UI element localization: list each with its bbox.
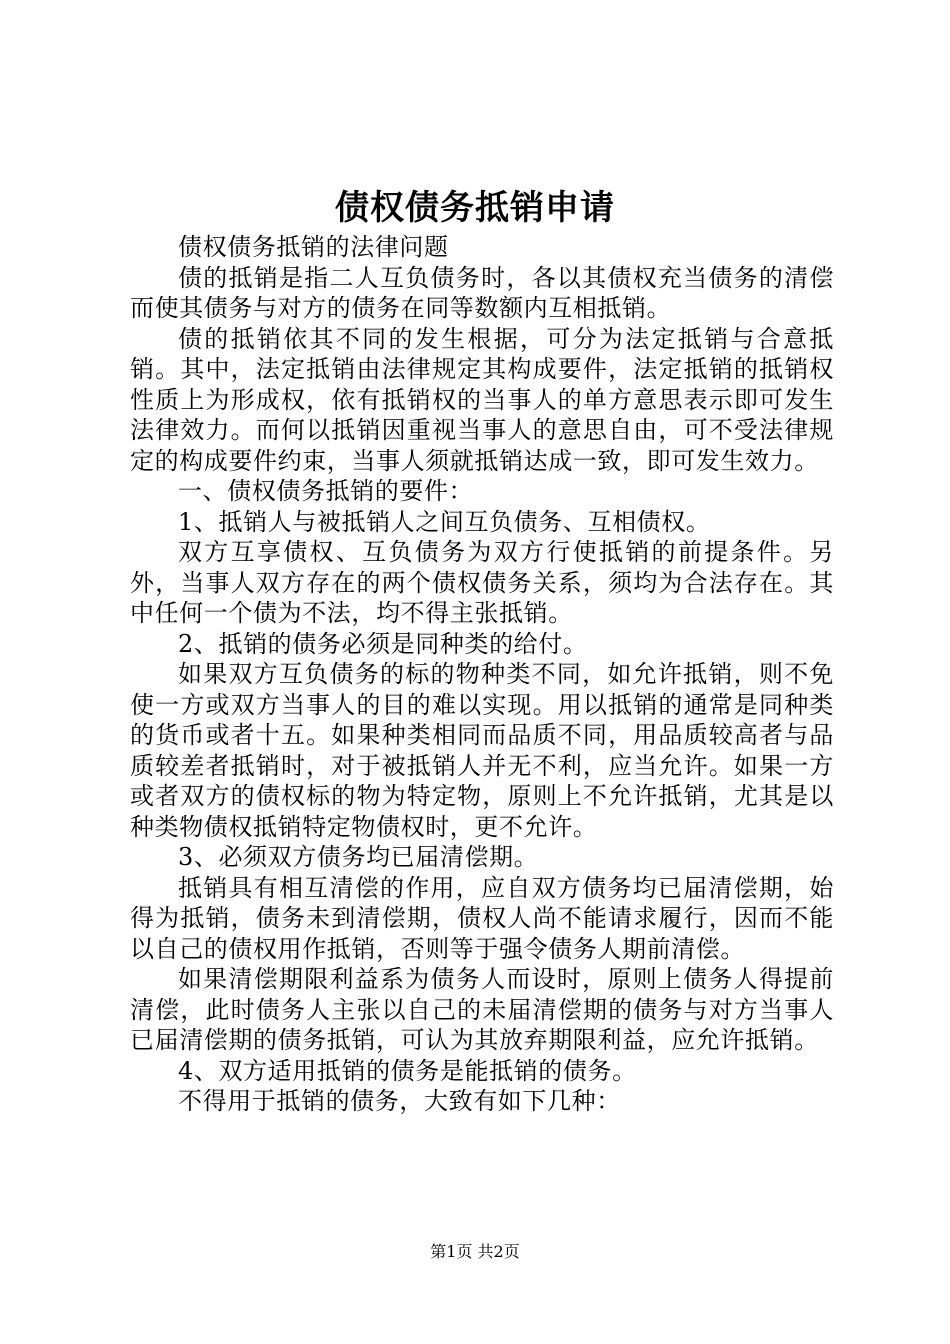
section-heading: 一、债权债务抵销的要件： (178, 477, 474, 505)
list-item-heading: 3、必须双方债务均已届清偿期。 (178, 843, 539, 871)
paragraph: 债权债务抵销的法律问题 (178, 233, 449, 261)
paragraph: 如果双方互负债务的标的物种类不同，如允许抵销，则不免使一方或双方当事人的目的难以实现。用以抵销的通常是同种类的货币或者十五。如果种类相同而品质不同，用品质较高者与品质较差者抵销时，对于被抵销人并无不利，应当允许。如果一方或者双方的债权标的物为特定物，原则上不允许抵销，尤其是以种类物债权抵销特定物债权时，更不允许。 (130, 660, 834, 841)
paragraph: 债的抵销是指二人互负债务时，各以其债权充当债务的清偿而使其债务与对方的债务在同等数额内互相抵销。 (130, 263, 834, 322)
page-footer: 第1页 共2页 (430, 1242, 520, 1261)
paragraph: 双方互享债权、互负债务为双方行使抵销的前提条件。另外，当事人双方存在的两个债权债务关系，须均为合法存在。其中任何一个债为不法，均不得主张抵销。 (130, 538, 834, 627)
document-body (130, 232, 834, 1117)
paragraph: 如果清偿期限利益系为债务人而设时，原则上债务人得提前清偿，此时债务人主张以自己的未届清偿期的债务与对方当事人已届清偿期的债务抵销，可认为其放弃期限利益，应允许抵销。 (130, 965, 834, 1054)
paragraph: 债的抵销依其不同的发生根据，可分为法定抵销与合意抵销。其中，法定抵销由法律规定其构成要件，法定抵销的抵销权性质上为形成权，依有抵销权的当事人的单方意思表示即可发生法律效力。而何以抵销因重视当事人的意思自由，可不受法律规定的构成要件约束，当事人须就抵销达成一致，即可发生效力。 (130, 324, 834, 475)
list-item-heading: 1、抵销人与被抵销人之间互负债务、互相债权。 (178, 507, 711, 536)
document-title: 债权债务抵销申请 (335, 188, 615, 228)
paragraph: 不得用于抵销的债务，大致有如下几种： (178, 1087, 621, 1115)
list-item-heading: 4、双方适用抵销的债务是能抵销的债务。 (178, 1056, 637, 1085)
paragraph: 抵销具有相互清偿的作用，应自双方债务均已届清偿期，始得为抵销，债务未到清偿期，债权人尚不能请求履行，因而不能以自己的债权用作抵销，否则等于强令债务人期前清偿。 (130, 873, 834, 963)
list-item-heading: 2、抵销的债务必须是同种类的给付。 (178, 629, 588, 658)
